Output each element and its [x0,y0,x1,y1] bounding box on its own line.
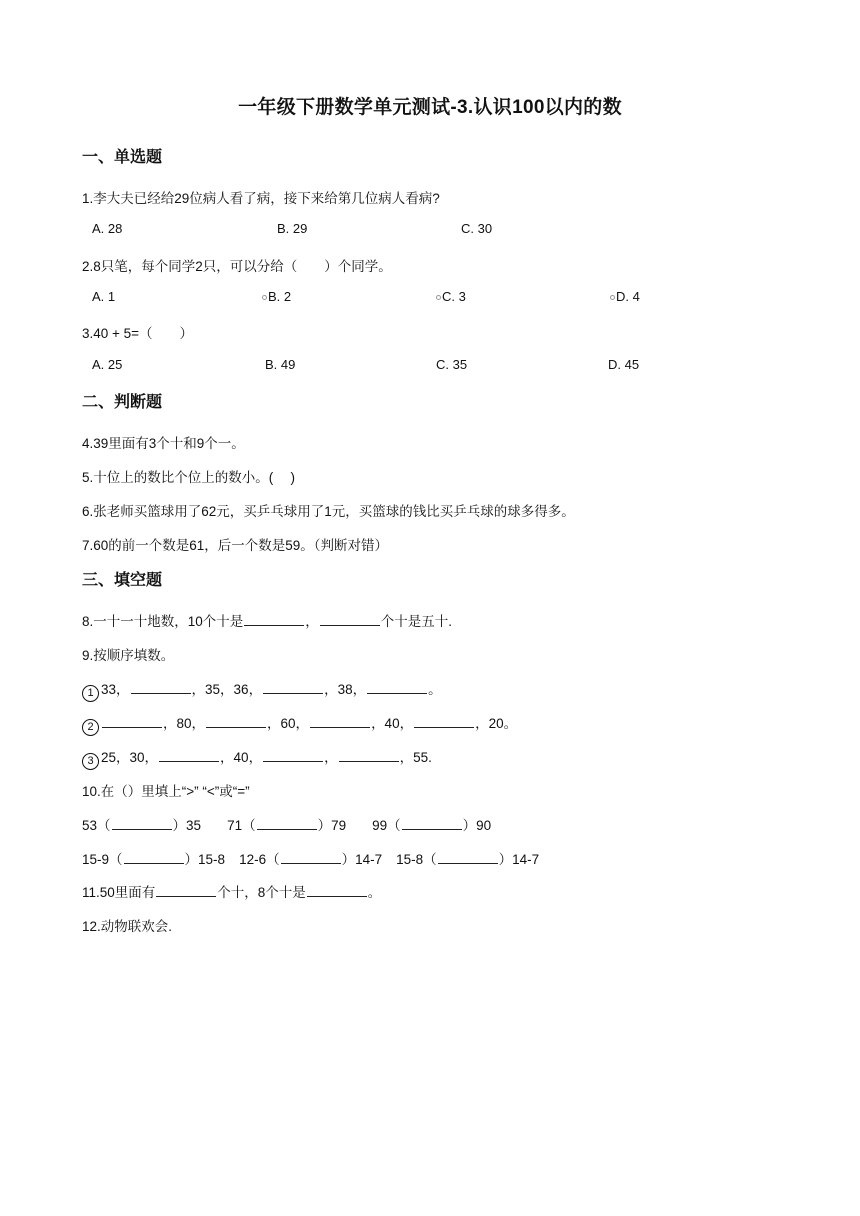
answer-blank[interactable] [206,713,266,728]
question-1-option-b[interactable]: B. 29 [277,221,308,236]
q9-r3-b: ，40， [220,750,263,765]
answer-blank[interactable] [156,882,216,897]
question-6-text: 6.张老师买篮球用了62元，买乒乓球用了1元，买篮球的钱比买乒乓球的球多得多。 [82,504,575,519]
question-1-text: 1.李大夫已经给29位病人看了病，接下来给第几位病人看病? [82,191,440,206]
compare-left: 71（ [227,818,256,833]
answer-blank[interactable] [112,815,172,830]
circled-number: 3 [82,753,99,770]
question-8-separator: ， [305,614,319,629]
compare-right: ）79 [317,818,347,833]
question-1-option-a[interactable]: A. 28 [92,221,123,236]
q9-r3-a: 25，30， [101,750,159,765]
question-12-text: 12.动物联欢会. [82,919,173,934]
section-heading-true-false: 二、判断题 [82,394,163,411]
question-8-text-start: 8.一十一十地数，10个十是 [82,614,244,629]
question-2-option-b: B. 2 [268,289,292,304]
circled-number: 2 [82,719,99,736]
q9-r1-a: 33， [101,682,130,697]
question-10-row-2 [82,848,539,868]
question-10-text: 10.在（）里填上“>” “<”或“=” [82,784,250,799]
question-8-text-end: 个十是五十. [380,614,453,629]
question-3-option-c[interactable]: C. 35 [436,357,468,372]
answer-blank[interactable] [263,679,323,694]
answer-blank[interactable] [339,747,399,762]
answer-blank[interactable] [102,713,162,728]
option-marker-icon [262,295,267,300]
answer-blank[interactable] [263,747,323,762]
q9-r1-c: ，38， [324,682,367,697]
question-2-option-d-wrap[interactable] [610,289,640,304]
compare-right: ）90 [462,818,492,833]
question-1-option-c[interactable]: C. 30 [461,221,493,236]
section-heading-multiple-choice: 一、单选题 [82,149,163,166]
compare-right: ）14-7 [498,852,540,867]
q9-r3-c: ， [324,750,338,765]
question-8 [82,610,452,630]
option-marker-icon [610,295,615,300]
answer-blank[interactable] [367,679,427,694]
q9-r1-b: ，35，36， [191,682,263,697]
compare-left: 15-8（ [396,852,437,867]
question-2-option-c: C. 3 [442,289,466,304]
answer-blank[interactable] [244,611,304,626]
compare-left: 53（ [82,818,111,833]
question-2-option-c-wrap[interactable] [436,289,466,304]
question-9-row-1 [82,678,442,702]
compare-right: ）15-8 [184,852,226,867]
compare-left: 15-9（ [82,852,123,867]
question-3-option-b[interactable]: B. 49 [265,357,296,372]
question-3-option-a[interactable]: A. 25 [92,357,123,372]
answer-blank[interactable] [281,849,341,864]
q9-r2-b: ，60， [267,716,310,731]
question-9-text: 9.按顺序填数。 [82,648,175,663]
answer-blank[interactable] [124,849,184,864]
answer-blank[interactable] [131,679,191,694]
answer-blank[interactable] [414,713,474,728]
question-11-text-end: 。 [367,885,382,900]
question-3-option-d[interactable]: D. 45 [608,357,640,372]
question-3-text: 3.40 + 5=（ ） [82,326,194,341]
section-heading-fill-in: 三、填空题 [82,572,163,589]
question-11-text-start: 11.50里面有 [82,885,156,900]
answer-blank[interactable] [310,713,370,728]
question-10-row-1 [82,814,491,834]
q9-r2-d: ，20。 [475,716,518,731]
answer-blank[interactable] [320,611,380,626]
answer-blank[interactable] [402,815,462,830]
question-11 [82,881,381,901]
compare-left: 99（ [372,818,401,833]
answer-blank[interactable] [159,747,219,762]
question-2-option-b-wrap[interactable] [262,289,291,304]
answer-blank[interactable] [438,849,498,864]
page-title: 一年级下册数学单元测试-3.认识100以内的数 [238,97,622,118]
circled-number: 1 [82,685,99,702]
compare-right: ）35 [172,818,202,833]
question-2-option-a[interactable]: A. 1 [92,289,116,304]
q9-r2-a: ，80， [163,716,206,731]
compare-right: ）14-7 [341,852,383,867]
compare-left: 12-6（ [239,852,280,867]
question-5-text: 5.十位上的数比个位上的数小。( ) [82,470,296,485]
question-4-text: 4.39里面有3个十和9个一。 [82,436,245,451]
answer-blank[interactable] [307,882,367,897]
question-9-row-3 [82,746,432,770]
question-11-text-mid: 个十，8个十是 [217,885,306,900]
q9-r3-d: ，55. [399,750,432,765]
q9-r2-c: ，40， [371,716,414,731]
question-2-option-d: D. 4 [616,289,640,304]
question-2-text: 2.8只笔，每个同学2只，可以分给（ ）个同学。 [82,259,392,274]
question-7-text: 7.60的前一个数是61，后一个数是59。（判断对错） [82,538,389,553]
q9-r1-d: 。 [428,682,442,697]
option-marker-icon [436,295,441,300]
question-9-row-2 [82,712,517,736]
answer-blank[interactable] [257,815,317,830]
